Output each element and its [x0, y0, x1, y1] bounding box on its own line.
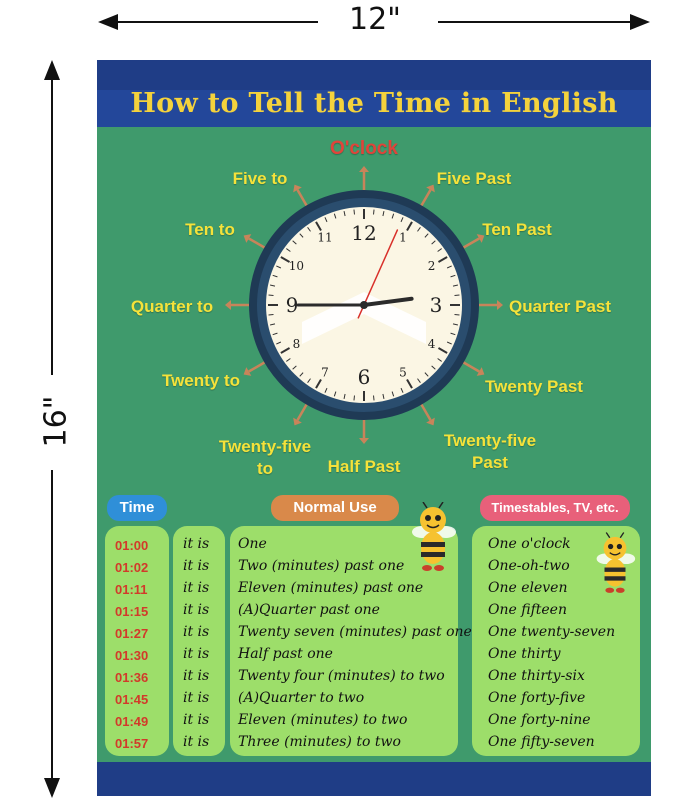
label-five-past: Five Past [436, 169, 512, 188]
clock-number: 7 [321, 365, 329, 380]
row-it-is: it is [183, 536, 210, 552]
clock-number: 4 [427, 337, 436, 351]
row-normal-use: Three (minutes) to two [238, 734, 401, 750]
row-it-is: it is [183, 580, 210, 596]
label-ten-past: Ten Past [482, 220, 552, 239]
direction-arrow [249, 362, 266, 372]
direction-arrow [462, 362, 479, 372]
row-timestable: One forty-five [488, 690, 586, 706]
row-it-is: it is [183, 624, 210, 640]
clock-tick [455, 295, 460, 296]
row-normal-use: Eleven (minutes) past one [238, 580, 424, 596]
label-oclock: O'clock [330, 138, 398, 159]
label-twenty-past: Twenty Past [485, 377, 583, 396]
clock-number: 11 [317, 230, 333, 245]
row-timestable: One-oh-two [488, 558, 570, 574]
clock-number: 2 [427, 259, 436, 273]
direction-arrow [421, 403, 431, 420]
label-quarter-past: Quarter Past [508, 297, 612, 316]
row-normal-use: Twenty seven (minutes) past one [238, 624, 472, 640]
row-normal-use: Eleven (minutes) to two [238, 712, 408, 728]
poster [97, 60, 651, 796]
arrow-head-icon [359, 166, 369, 172]
row-normal-use: Half past one [238, 646, 333, 662]
row-timestable: One twenty-seven [488, 624, 616, 640]
poster-title: How to Tell the Time in English [130, 88, 618, 119]
row-time: 01:15 [115, 604, 149, 619]
clock-number: 10 [288, 259, 305, 273]
row-time: 01:02 [115, 560, 149, 575]
width-arrow-icon [0, 0, 683, 50]
clock-number: 5 [399, 365, 407, 380]
clock-center-pin [360, 301, 368, 309]
label-twenty-to: Twenty to [161, 371, 241, 390]
row-time: 01:57 [115, 736, 149, 751]
clock-tick [269, 295, 274, 296]
label-twenty-five-past: Twenty-five Past [443, 431, 537, 472]
label-five-to: Five to [232, 169, 288, 188]
row-normal-use: (A)Quarter past one [238, 602, 380, 618]
row-it-is: it is [183, 602, 210, 618]
label-twenty-five-to: Twenty-five to [218, 437, 312, 478]
row-it-is: it is [183, 690, 210, 706]
label-quarter-to: Quarter to [130, 297, 214, 316]
clock-number: 1 [399, 230, 407, 245]
clock-number: 12 [351, 221, 377, 245]
row-timestable: One o'clock [488, 536, 571, 552]
row-timestable: One thirty-six [488, 668, 585, 684]
clock-number: 8 [292, 337, 301, 351]
row-it-is: it is [183, 646, 210, 662]
direction-arrow [298, 190, 308, 207]
header-timestables: Timestables, TV, etc. [480, 495, 630, 521]
clock-number: 6 [357, 365, 371, 389]
width-label: 12" [349, 2, 401, 37]
row-it-is: it is [183, 558, 210, 574]
row-time: 01:30 [115, 648, 149, 663]
row-normal-use: Twenty four (minutes) to two [238, 668, 445, 684]
label-half-past: Half Past [327, 457, 401, 476]
bee-icon-2 [594, 532, 636, 596]
clock-tick [374, 210, 375, 215]
row-normal-use: Two (minutes) past one [238, 558, 405, 574]
row-time: 01:00 [115, 538, 149, 553]
row-time: 01:11 [115, 582, 148, 597]
row-normal-use: One [238, 536, 267, 552]
clock-number: 3 [429, 293, 443, 317]
clock-tick [354, 210, 355, 215]
row-time: 01:36 [115, 670, 149, 685]
header-time: Time [107, 495, 167, 521]
clock-tick [269, 315, 274, 316]
row-time: 01:45 [115, 692, 149, 707]
row-timestable: One thirty [488, 646, 561, 662]
row-timestable: One eleven [488, 580, 568, 596]
clock-number: 9 [285, 293, 299, 317]
clock-tick [455, 315, 460, 316]
row-it-is: it is [183, 668, 210, 684]
row-it-is: it is [183, 734, 210, 750]
direction-arrow [298, 403, 308, 420]
row-normal-use: (A)Quarter to two [238, 690, 365, 706]
header-normal-use: Normal Use [271, 495, 399, 521]
height-label: 16" [38, 395, 74, 448]
arrow-head-icon [359, 438, 369, 444]
row-timestable: One forty-nine [488, 712, 591, 728]
row-time: 01:49 [115, 714, 149, 729]
label-ten-to: Ten to [185, 220, 235, 239]
direction-arrow [421, 190, 431, 207]
row-timestable: One fifty-seven [488, 734, 595, 750]
row-timestable: One fifteen [488, 602, 567, 618]
row-time: 01:27 [115, 626, 149, 641]
row-it-is: it is [183, 712, 210, 728]
bottom-band [97, 762, 651, 796]
clock-tick [354, 396, 355, 401]
clock-tick [374, 396, 375, 401]
bee-icon [409, 502, 457, 574]
